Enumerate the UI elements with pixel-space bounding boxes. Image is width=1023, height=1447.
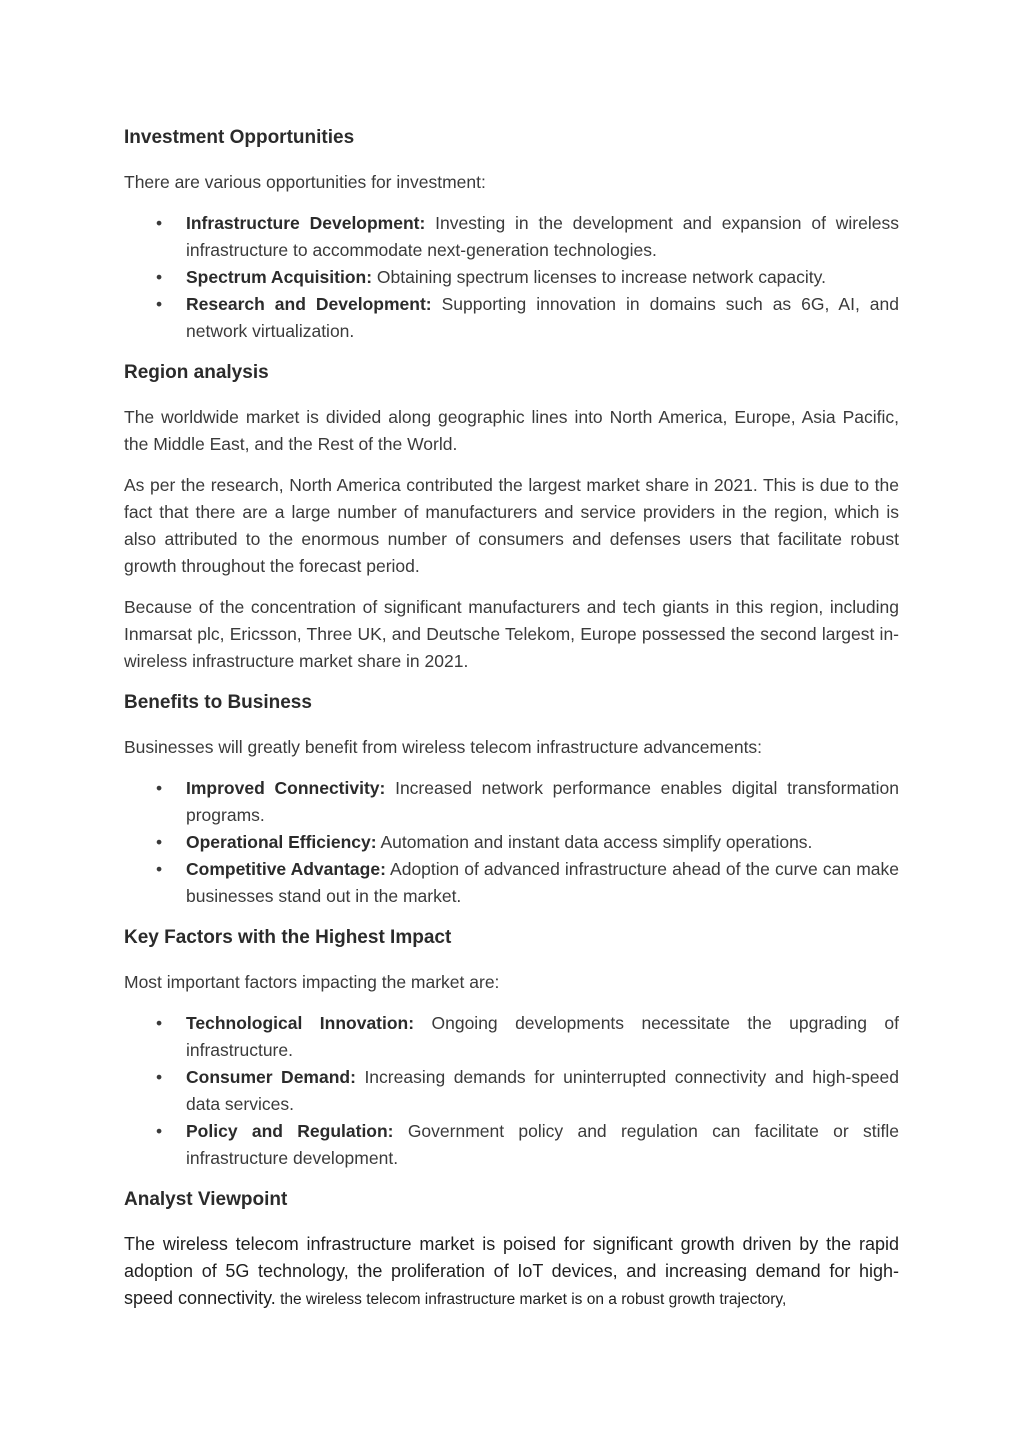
bullet-icon: • [156,294,163,314]
list-item [124,264,899,291]
bullet-icon: • [156,1013,163,1033]
analyst-text: The wireless telecom infrastructure market is poised for significant growth driven by the rapid adoption of 5G technology, the proliferation of IoT devices, and increasing demand for high-speed connectivity. [124,1234,899,1308]
bullet-icon: • [156,832,163,852]
section-heading-factors: Key Factors with the Highest Impact [124,927,452,948]
analyst-section [124,1186,899,1313]
item-text: Increased network performance enables digital transformation programs. [186,778,900,825]
factors-intro: Most important factors impacting the market are: [124,972,500,992]
list-item [124,856,899,910]
section-heading-investment: Investment Opportunities [124,127,355,148]
item-term: Improved Connectivity: [186,778,386,798]
item-text: Automation and instant data access simplify operations. [376,832,813,852]
list-item [124,1010,899,1064]
list-item [124,1064,899,1118]
list-item [124,1118,899,1172]
bullet-icon: • [156,1067,163,1087]
item-text: Adoption of advanced infrastructure ahead of the curve can make businesses stand out in the market. [186,859,899,906]
bullet-icon: • [156,267,163,287]
item-text: Investing in the development and expansion of wireless infrastructure to accommodate next-generation technologies. [186,213,899,260]
item-term: Policy and Regulation: [186,1121,394,1141]
document-content [124,124,899,1313]
section-heading-benefits: Benefits to Business [124,692,312,713]
bullet-icon: • [156,213,163,233]
item-term: Consumer Demand: [186,1067,356,1087]
factors-list [124,1010,899,1172]
item-text: Supporting innovation in domains such as 6G, AI, and network virtualization. [186,294,899,341]
benefits-list [124,775,899,910]
item-text: Obtaining spectrum licenses to increase network capacity. [372,267,826,287]
region-paragraph: As per the research, North America contributed the largest market share in 2021. This is due to the fact that there are a large number of manufacturers and service providers in the region, which is also attributed to the enormous number of consumers and defenses users that facilitate robust growth throughout the forecast period. [124,475,899,576]
list-item [124,291,899,345]
item-term: Infrastructure Development: [186,213,426,233]
investment-intro: There are various opportunities for investment: [124,172,486,192]
item-term: Technological Innovation: [186,1013,415,1033]
bullet-icon: • [156,1121,163,1141]
investment-list [124,210,899,345]
item-term: Research and Development: [186,294,432,314]
section-heading-region: Region analysis [124,362,269,383]
item-term: Competitive Advantage: [186,859,386,879]
analyst-text-small: the wireless telecom infrastructure market is on a robust growth trajectory, [275,1291,787,1308]
analyst-paragraph [124,1231,899,1313]
region-paragraph: The worldwide market is divided along geographic lines into North America, Europe, Asia Pacific, the Middle East, and the Rest of the World. [124,407,899,454]
list-item [124,775,899,829]
benefits-intro: Businesses will greatly benefit from wireless telecom infrastructure advancements: [124,737,763,757]
list-item [124,829,899,856]
item-text: Government policy and regulation can facilitate or stifle infrastructure development. [186,1121,899,1168]
item-text: Ongoing developments necessitate the upgrading of infrastructure. [186,1013,899,1060]
item-term: Operational Efficiency: [186,832,377,852]
list-item [124,210,899,264]
bullet-icon: • [156,859,163,879]
region-paragraph: Because of the concentration of significant manufacturers and tech giants in this region, including Inmarsat plc, Ericsson, Three UK, and Deutsche Telekom, Europe possessed the second largest in-wireless infrastructure market share in 2021. [124,597,899,671]
item-term: Spectrum Acquisition: [186,267,373,287]
item-text: Increasing demands for uninterrupted connectivity and high-speed data services. [186,1067,900,1114]
section-heading-analyst: Analyst Viewpoint [124,1189,288,1210]
bullet-icon: • [156,778,163,798]
